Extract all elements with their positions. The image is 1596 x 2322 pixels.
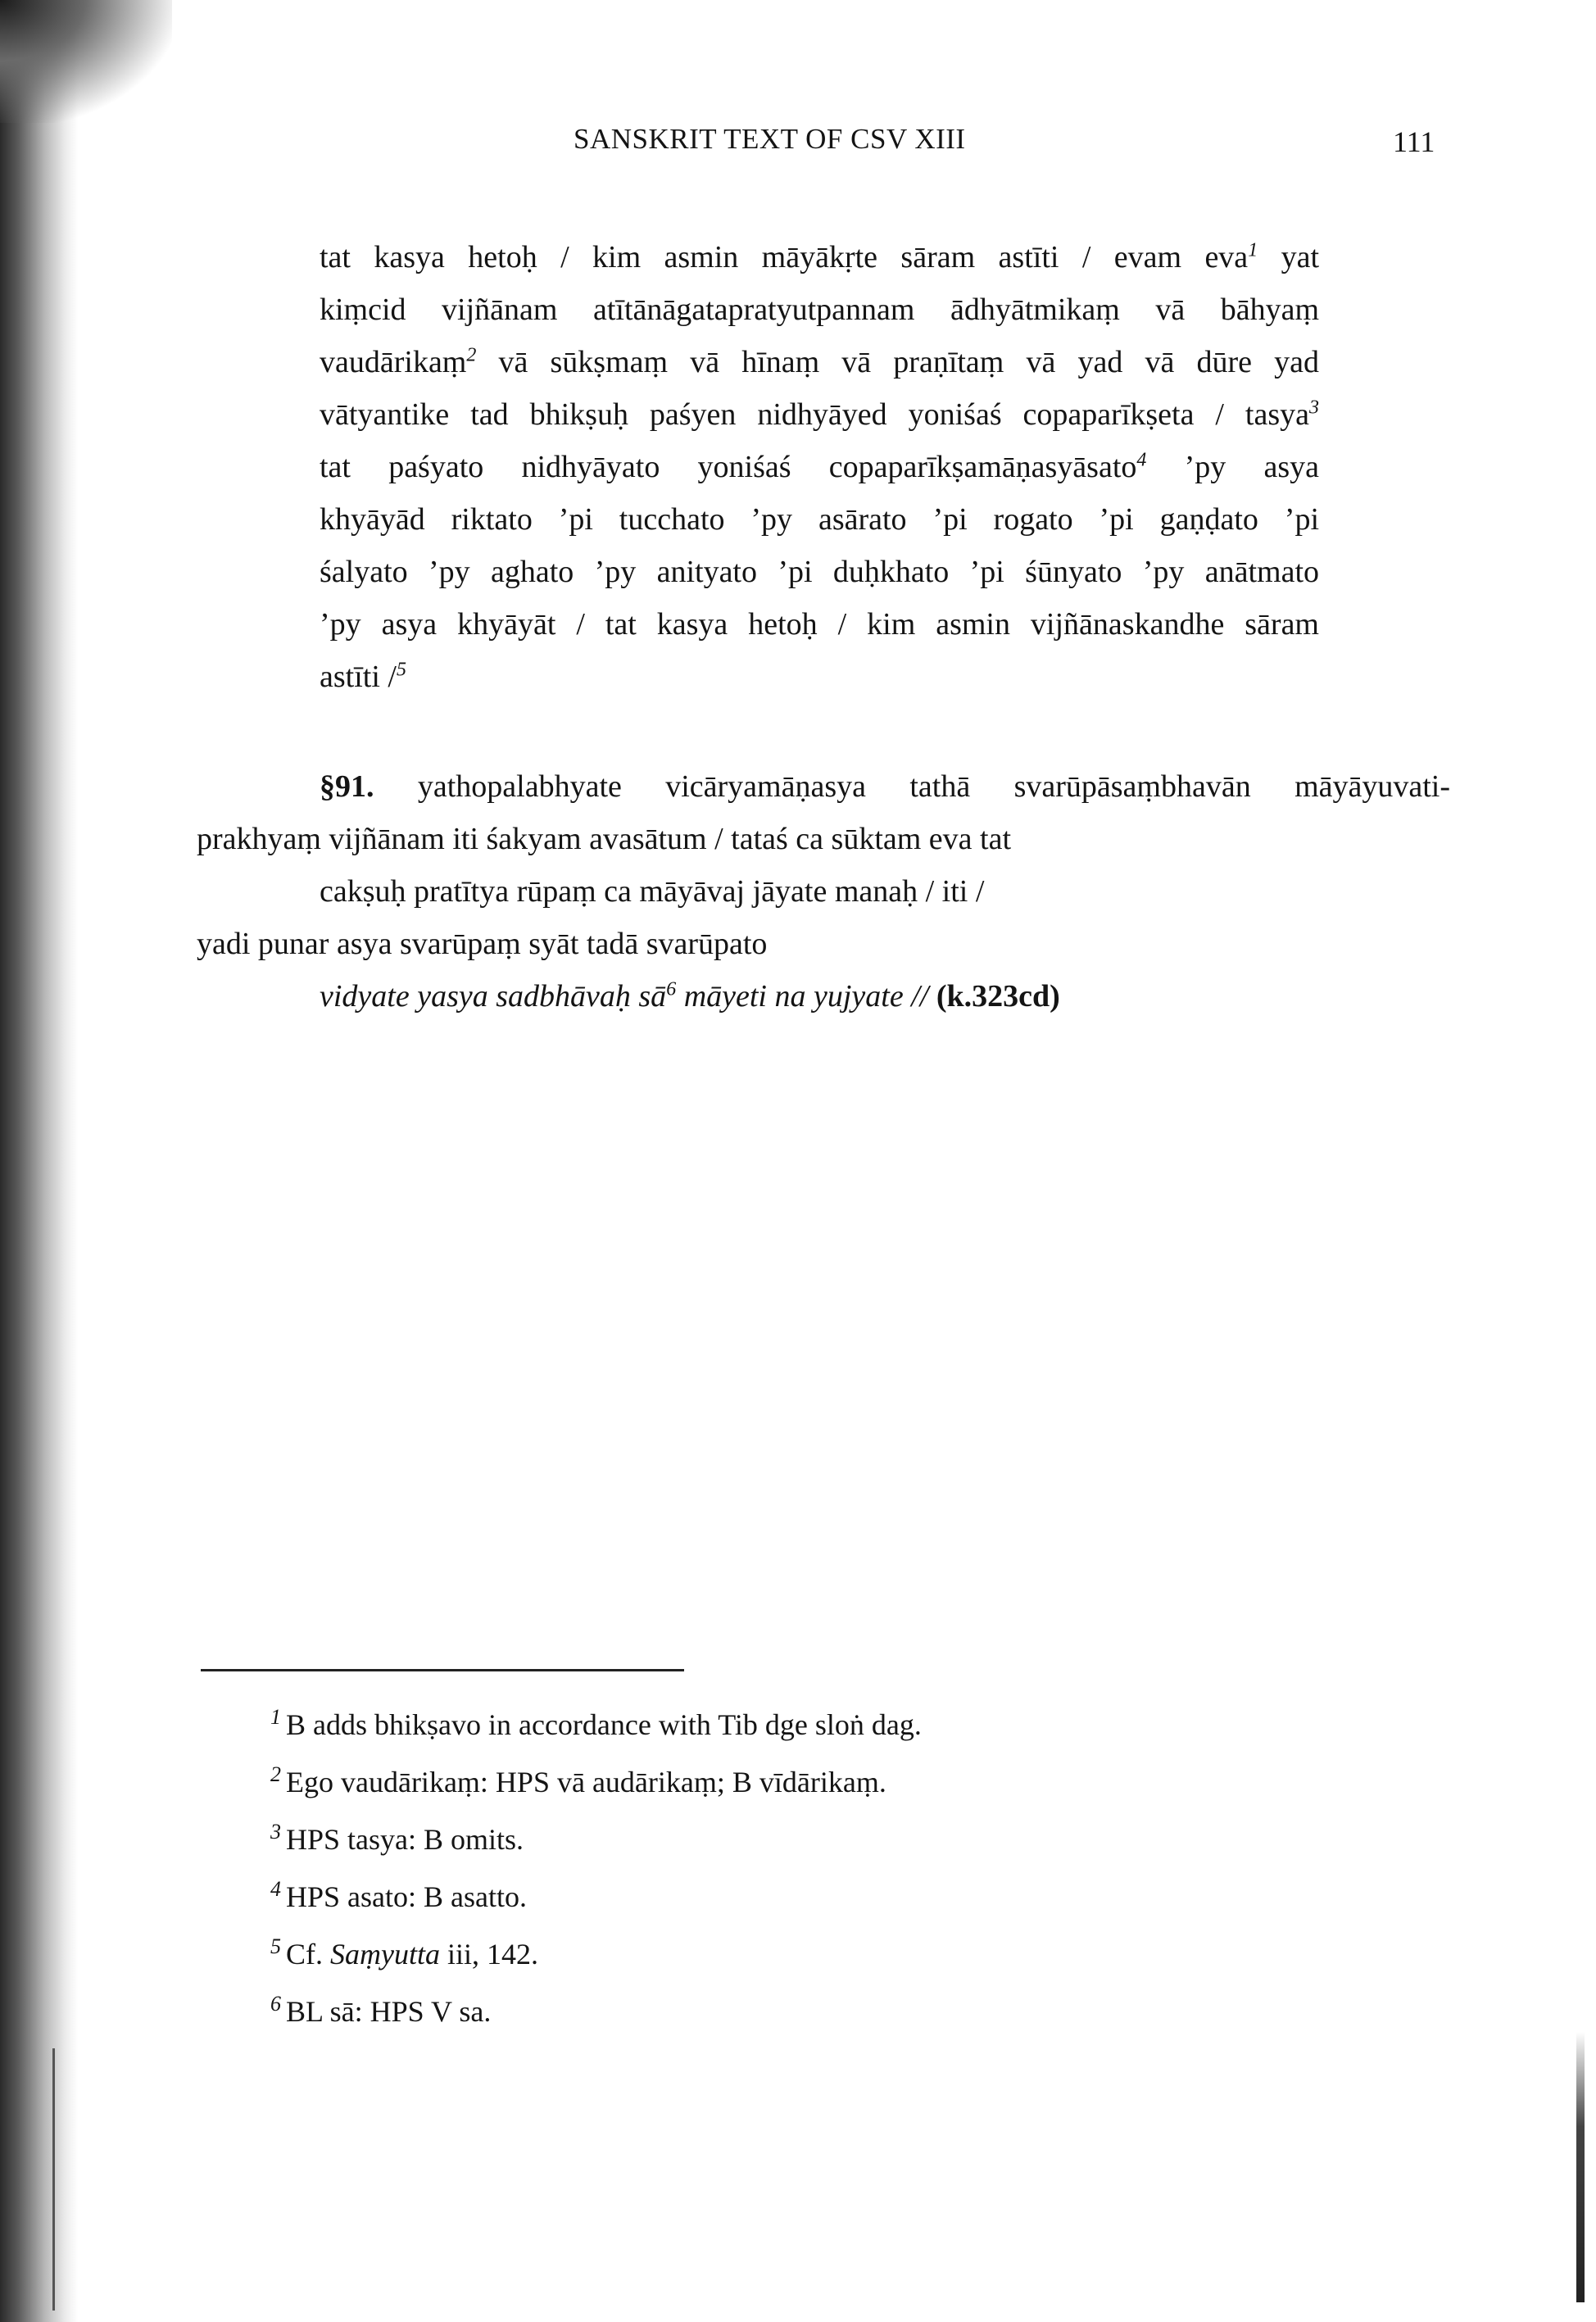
running-title: SANSKRIT TEXT OF CSV XIII — [574, 123, 966, 155]
text-line: yadi punar asya svarūpaṃ syāt tadā svarūpato — [197, 927, 768, 961]
paragraph-1 — [320, 231, 1319, 703]
scan-edge-mark-left — [52, 2048, 55, 2311]
footnote-ref: 6 — [666, 978, 677, 1000]
text-line: vātyantike tad bhikṣuḥ paśyen nidhyāyed yoniśaś copaparīkṣeta / tasya$^3$ — [320, 397, 1319, 432]
verse-line: vidyate yasya sadbhāvaḥ $sā^6$ māyeti na yujyate // (k.323cd) — [320, 978, 1060, 1014]
scan-corner-shadow — [0, 0, 172, 123]
text-line: kiṃcid vijñānam atītānāgatapratyutpannam ādhyātmikaṃ vā bāhyaṃ — [320, 293, 1319, 327]
text-line: prakhyaṃ vijñānam iti śakyam avasātum / tataś ca sūktam eva tat — [197, 822, 1012, 856]
footnote: $^2$ Ego vaudārikaṃ: HPS vā audārikaṃ; B vīdārikaṃ. — [270, 1762, 886, 1798]
page-number: 111 — [1393, 125, 1435, 158]
text-line: §91. yathopalabhyate vicāryamāṇasya tathā svarūpāsaṃbhavān māyāyuvati- — [320, 769, 1450, 804]
footnote-ref: 4 — [1136, 449, 1147, 471]
text-line: tat paśyato nidhyāyato yoniśaś copaparīkṣamāṇasyāsato$^4$ ’py asya — [320, 449, 1319, 484]
text-line: ’py asya khyāyāt / tat kasya hetoḥ / kim asmin vijñānaskandhe sāram — [320, 607, 1319, 642]
text-line: śalyato ’py aghato ’py anityato ’pi duḥkhato ’pi śūnyato ’py anātmato — [320, 555, 1319, 589]
scan-edge-mark-right — [1576, 2032, 1585, 2302]
footnote: $^5$ Cf. Saṃyutta iii, 142. — [270, 1934, 538, 1971]
text-line: astīti /$^5$ — [320, 659, 406, 694]
footnote: $^1$ B adds bhikṣavo in accordance with Tib dge sloṅ dag. — [270, 1705, 922, 1741]
text-line: tat kasya hetoḥ / kim asmin māyākṛte sāram astīti / evam eva$^1$ yat — [320, 239, 1319, 274]
text-line: vaudārikaṃ$^2$ vā sūkṣmaṃ vā hīnaṃ vā praṇītaṃ vā yad vā dūre yad — [320, 344, 1319, 379]
footnote-ref: 2 — [466, 344, 477, 366]
running-head — [0, 123, 1596, 164]
text-line: khyāyād riktato ’pi tucchato ’py asārato ’pi rogato ’pi gaṇḍato ’pi — [320, 502, 1319, 537]
footnote-ref: 5 — [396, 659, 406, 681]
section-number: §91. — [320, 769, 374, 804]
footnote-ref: 3 — [1309, 397, 1319, 419]
footnotes — [270, 1696, 922, 2040]
quoted-line: cakṣuḥ pratītya rūpaṃ ca māyāvaj jāyate manaḥ / iti / — [320, 874, 985, 909]
paragraph-2 — [197, 760, 1450, 1023]
verse-reference: (k.323cd) — [936, 979, 1060, 1014]
footnote: $^4$ HPS asato: B asatto. — [270, 1877, 527, 1913]
footnote-rule — [201, 1669, 684, 1671]
footnote: $^3$ HPS tasya: B omits. — [270, 1820, 524, 1856]
footnote-ref: 1 — [1248, 239, 1258, 261]
footnote: $^6$ BL sā: HPS V sa. — [270, 1992, 492, 2028]
scan-binding-shadow — [0, 0, 78, 2322]
